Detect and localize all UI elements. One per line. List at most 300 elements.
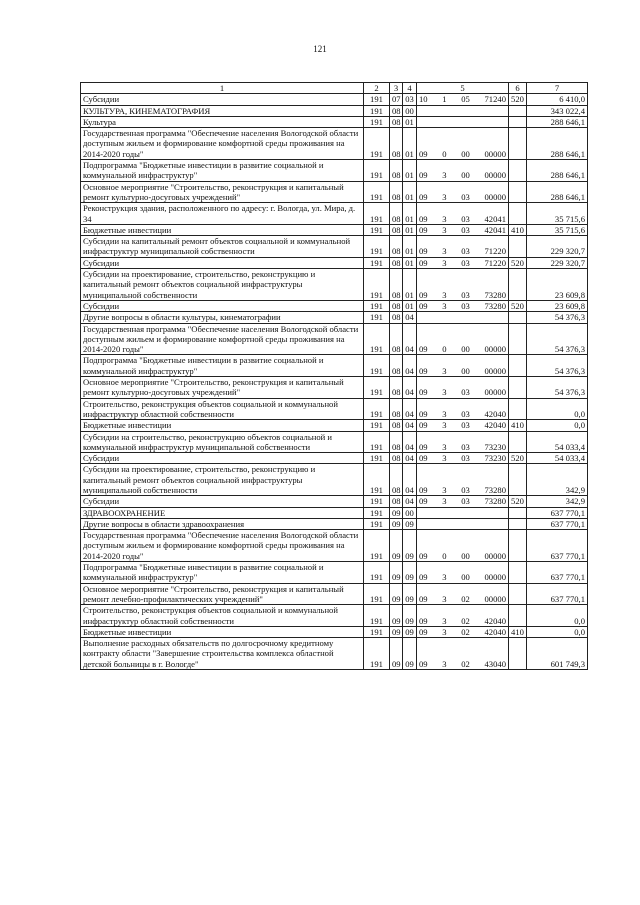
code-part-p2: 3: [442, 626, 447, 637]
header-cell: 6: [509, 83, 527, 94]
row-pr: 01: [403, 203, 417, 225]
row-name: Субсидии на проектирование, строительство, реконструкцию и капитальный ремонт объектов социальной инфраструктуры муниципальной собственности: [81, 269, 364, 301]
row-rz: 09: [390, 583, 403, 605]
code-part-p3: 00: [461, 148, 470, 159]
row-pr: 01: [403, 224, 417, 235]
row-grbs: 191: [364, 530, 390, 562]
code-part-p2: 3: [442, 246, 447, 257]
row-name: Государственная программа "Обеспечение населения Вологодской области доступным жильем и формирование комфортной среды проживания на 2014-2020 годы": [81, 128, 364, 160]
row-pr: 04: [403, 312, 417, 323]
code-part-p1: 09: [419, 441, 428, 452]
code-part-p4: 73280: [484, 496, 506, 507]
code-part-p1: 09: [419, 420, 428, 431]
row-program-code: [417, 300, 509, 311]
row-sum: 54 376,3: [527, 323, 588, 355]
table-row: [81, 355, 588, 377]
row-grbs: 191: [364, 583, 390, 605]
row-vr: [509, 269, 527, 301]
row-name: Бюджетные инвестиции: [81, 626, 364, 637]
row-program-code: [417, 236, 509, 258]
code-part-p2: 3: [442, 420, 447, 431]
row-vr: 520: [509, 453, 527, 464]
row-rz: 08: [390, 496, 403, 507]
row-rz: 08: [390, 431, 403, 453]
row-program-code: [417, 312, 509, 323]
row-rz: 08: [390, 128, 403, 160]
row-pr: 04: [403, 323, 417, 355]
row-name: Субсидии на строительство, реконструкцию объектов социальной и коммунальной инфраструктур муниципальной собственности: [81, 431, 364, 453]
row-sum: 601 749,3: [527, 638, 588, 670]
row-rz: 08: [390, 398, 403, 420]
row-rz: 08: [390, 355, 403, 377]
table-row: [81, 518, 588, 529]
row-grbs: 191: [364, 203, 390, 225]
row-pr: 04: [403, 398, 417, 420]
row-vr: [509, 518, 527, 529]
row-vr: [509, 605, 527, 627]
code-part-p1: 09: [419, 572, 428, 583]
table-row: [81, 312, 588, 323]
row-vr: [509, 507, 527, 518]
row-sum: 6 410,0: [527, 94, 588, 105]
code-part-p4: 71220: [484, 257, 506, 268]
code-part-p3: 03: [461, 420, 470, 431]
header-cell: 1: [81, 83, 364, 94]
code-part-p3: 00: [461, 572, 470, 583]
row-program-code: [417, 224, 509, 235]
row-pr: 01: [403, 257, 417, 268]
row-vr: [509, 128, 527, 160]
row-grbs: 191: [364, 300, 390, 311]
code-part-p3: 02: [461, 626, 470, 637]
row-name: Государственная программа "Обеспечение населения Вологодской области доступным жильем и формирование комфортной среды проживания на 2014-2020 годы": [81, 530, 364, 562]
code-part-p1: 09: [419, 191, 428, 202]
row-pr: 04: [403, 453, 417, 464]
row-grbs: 191: [364, 507, 390, 518]
table-row: [81, 377, 588, 399]
row-name: Субсидии на проектирование, строительство, реконструкцию и капитальный ремонт объектов социальной инфраструктуры муниципальной собственности: [81, 464, 364, 496]
table-row: [81, 530, 588, 562]
row-name: Субсидии: [81, 496, 364, 507]
row-name: Другие вопросы в области здравоохранения: [81, 518, 364, 529]
row-program-code: [417, 530, 509, 562]
row-grbs: 191: [364, 605, 390, 627]
row-program-code: [417, 420, 509, 431]
row-vr: 410: [509, 420, 527, 431]
row-sum: 54 033,4: [527, 431, 588, 453]
code-part-p3: 05: [461, 94, 470, 105]
row-rz: 09: [390, 562, 403, 584]
code-part-p2: 3: [442, 289, 447, 300]
row-grbs: 191: [364, 181, 390, 203]
table-row: [81, 626, 588, 637]
row-grbs: 191: [364, 464, 390, 496]
row-pr: 09: [403, 530, 417, 562]
row-program-code: [417, 377, 509, 399]
row-pr: 04: [403, 355, 417, 377]
row-sum: 0,0: [527, 605, 588, 627]
row-grbs: 191: [364, 269, 390, 301]
row-name: Подпрограмма "Бюджетные инвестиции в развитие социальной и коммунальной инфраструктур": [81, 160, 364, 182]
code-part-p1: 09: [419, 344, 428, 355]
row-sum: 288 646,1: [527, 181, 588, 203]
table-row: [81, 605, 588, 627]
table-row: [81, 638, 588, 670]
row-vr: [509, 236, 527, 258]
code-part-p3: 00: [461, 365, 470, 376]
row-program-code: [417, 431, 509, 453]
row-vr: 410: [509, 626, 527, 637]
row-sum: 637 770,1: [527, 507, 588, 518]
row-rz: 08: [390, 181, 403, 203]
code-part-p4: 00000: [484, 191, 506, 202]
row-pr: 04: [403, 431, 417, 453]
row-vr: 520: [509, 257, 527, 268]
row-sum: 35 715,6: [527, 203, 588, 225]
row-pr: 09: [403, 638, 417, 670]
code-part-p1: 09: [419, 626, 428, 637]
row-sum: 54 376,3: [527, 355, 588, 377]
row-grbs: 191: [364, 257, 390, 268]
code-part-p1: 09: [419, 496, 428, 507]
code-part-p4: 00000: [484, 344, 506, 355]
code-part-p1: 10: [419, 94, 428, 105]
row-sum: 0,0: [527, 626, 588, 637]
code-part-p3: 03: [461, 484, 470, 495]
code-part-p3: 03: [461, 496, 470, 507]
row-vr: [509, 377, 527, 399]
row-grbs: 191: [364, 431, 390, 453]
row-grbs: 191: [364, 312, 390, 323]
code-part-p3: 02: [461, 593, 470, 604]
row-grbs: 191: [364, 236, 390, 258]
table-body: [81, 83, 588, 670]
code-part-p2: 3: [442, 213, 447, 224]
row-name: Субсидии: [81, 300, 364, 311]
row-rz: 08: [390, 257, 403, 268]
budget-table: [80, 82, 588, 670]
row-rz: 09: [390, 518, 403, 529]
code-part-p2: 0: [442, 148, 447, 159]
row-grbs: 191: [364, 94, 390, 105]
row-name: Основное мероприятие "Строительство, реконструкция и капитальный ремонт лечебно-профилактических учреждений": [81, 583, 364, 605]
code-part-p3: 02: [461, 658, 470, 669]
row-program-code: [417, 105, 509, 116]
row-sum: 342,9: [527, 496, 588, 507]
row-vr: [509, 160, 527, 182]
row-program-code: [417, 269, 509, 301]
row-rz: 08: [390, 105, 403, 116]
table-row: [81, 464, 588, 496]
code-part-p4: 73280: [484, 484, 506, 495]
row-name: Субсидии на капитальный ремонт объектов социальной и коммунальной инфраструктур муниципальной собственности: [81, 236, 364, 258]
row-rz: 08: [390, 323, 403, 355]
row-grbs: 191: [364, 160, 390, 182]
row-rz: 09: [390, 530, 403, 562]
row-program-code: [417, 398, 509, 420]
row-grbs: 191: [364, 518, 390, 529]
row-pr: 01: [403, 236, 417, 258]
row-sum: 35 715,6: [527, 224, 588, 235]
row-rz: 09: [390, 626, 403, 637]
row-rz: 08: [390, 377, 403, 399]
row-program-code: [417, 160, 509, 182]
row-sum: 0,0: [527, 420, 588, 431]
table-row: [81, 224, 588, 235]
row-program-code: [417, 562, 509, 584]
table-row: [81, 453, 588, 464]
code-part-p3: 03: [461, 300, 470, 311]
row-program-code: [417, 128, 509, 160]
row-name: Подпрограмма "Бюджетные инвестиции в развитие социальной и коммунальной инфраструктур": [81, 562, 364, 584]
row-rz: 08: [390, 312, 403, 323]
row-sum: 54 376,3: [527, 312, 588, 323]
row-name: КУЛЬТУРА, КИНЕМАТОГРАФИЯ: [81, 105, 364, 116]
row-name: Культура: [81, 116, 364, 127]
table-row: [81, 257, 588, 268]
row-grbs: 191: [364, 638, 390, 670]
code-part-p4: 00000: [484, 365, 506, 376]
row-name: Основное мероприятие "Строительство, реконструкция и капитальный ремонт культурно-досуговых учреждений": [81, 377, 364, 399]
row-name: Субсидии: [81, 453, 364, 464]
row-grbs: 191: [364, 355, 390, 377]
row-sum: 229 320,7: [527, 236, 588, 258]
code-part-p2: 3: [442, 496, 447, 507]
row-name: Выполнение расходных обязательств по долгосрочному кредитному контракту области "Завершение строительства комплекса областной детской больницы в г. Вологде": [81, 638, 364, 670]
row-rz: 08: [390, 269, 403, 301]
row-program-code: [417, 257, 509, 268]
row-name: Бюджетные инвестиции: [81, 224, 364, 235]
table-row: [81, 507, 588, 518]
table-row: [81, 300, 588, 311]
code-part-p4: 42040: [484, 420, 506, 431]
row-rz: 08: [390, 236, 403, 258]
row-pr: 00: [403, 105, 417, 116]
row-pr: 01: [403, 269, 417, 301]
row-grbs: 191: [364, 224, 390, 235]
table-row: [81, 323, 588, 355]
code-part-p1: 09: [419, 246, 428, 257]
table-row: [81, 431, 588, 453]
row-rz: 08: [390, 116, 403, 127]
code-part-p4: 00000: [484, 148, 506, 159]
table-row: [81, 398, 588, 420]
row-vr: [509, 398, 527, 420]
row-pr: 09: [403, 518, 417, 529]
row-pr: 04: [403, 377, 417, 399]
code-part-p4: 00000: [484, 550, 506, 561]
row-program-code: [417, 583, 509, 605]
table-row: [81, 420, 588, 431]
code-part-p2: 0: [442, 344, 447, 355]
row-rz: 08: [390, 300, 403, 311]
row-pr: 03: [403, 94, 417, 105]
table-row: [81, 116, 588, 127]
row-sum: 288 646,1: [527, 116, 588, 127]
row-vr: [509, 638, 527, 670]
header-cell: 4: [403, 83, 417, 94]
table-row: [81, 160, 588, 182]
code-part-p2: 3: [442, 441, 447, 452]
row-vr: [509, 431, 527, 453]
row-vr: [509, 312, 527, 323]
code-part-p1: 09: [419, 365, 428, 376]
row-vr: [509, 530, 527, 562]
row-name: Строительство, реконструкция объектов социальной и коммунальной инфраструктур областной собственности: [81, 398, 364, 420]
row-rz: 09: [390, 638, 403, 670]
code-part-p3: 00: [461, 170, 470, 181]
row-grbs: 191: [364, 420, 390, 431]
code-part-p3: 03: [461, 408, 470, 419]
code-part-p3: 03: [461, 289, 470, 300]
row-sum: 637 770,1: [527, 562, 588, 584]
row-vr: 520: [509, 496, 527, 507]
code-part-p3: 03: [461, 453, 470, 464]
row-program-code: [417, 605, 509, 627]
row-sum: 637 770,1: [527, 530, 588, 562]
code-part-p3: 03: [461, 213, 470, 224]
row-grbs: 191: [364, 398, 390, 420]
code-part-p1: 09: [419, 289, 428, 300]
row-program-code: [417, 464, 509, 496]
code-part-p4: 00000: [484, 572, 506, 583]
code-part-p3: 03: [461, 246, 470, 257]
code-part-p1: 09: [419, 387, 428, 398]
row-pr: 09: [403, 562, 417, 584]
row-pr: 01: [403, 300, 417, 311]
row-pr: 01: [403, 160, 417, 182]
row-program-code: [417, 203, 509, 225]
code-part-p4: 42041: [484, 213, 506, 224]
code-part-p1: 09: [419, 408, 428, 419]
row-pr: 04: [403, 420, 417, 431]
code-part-p2: 0: [442, 550, 447, 561]
code-part-p1: 09: [419, 593, 428, 604]
header-cell: 2: [364, 83, 390, 94]
code-part-p2: 3: [442, 572, 447, 583]
row-rz: 08: [390, 203, 403, 225]
code-part-p4: 00000: [484, 170, 506, 181]
code-part-p3: 03: [461, 257, 470, 268]
table-row: [81, 128, 588, 160]
code-part-p2: 3: [442, 257, 447, 268]
row-program-code: [417, 518, 509, 529]
code-part-p1: 09: [419, 257, 428, 268]
code-part-p3: 03: [461, 191, 470, 202]
row-vr: 520: [509, 300, 527, 311]
row-rz: 08: [390, 160, 403, 182]
row-vr: [509, 323, 527, 355]
row-rz: 08: [390, 420, 403, 431]
row-name: Подпрограмма "Бюджетные инвестиции в развитие социальной и коммунальной инфраструктур": [81, 355, 364, 377]
row-rz: 08: [390, 464, 403, 496]
header-cell: 7: [527, 83, 588, 94]
code-part-p4: 42040: [484, 615, 506, 626]
row-program-code: [417, 323, 509, 355]
row-pr: 09: [403, 583, 417, 605]
row-sum: 637 770,1: [527, 583, 588, 605]
code-part-p2: 3: [442, 484, 447, 495]
row-pr: 09: [403, 626, 417, 637]
table-row: [81, 236, 588, 258]
row-grbs: 191: [364, 562, 390, 584]
code-part-p1: 09: [419, 550, 428, 561]
header-cell: 3: [390, 83, 403, 94]
row-sum: 343 022,4: [527, 105, 588, 116]
row-vr: 410: [509, 224, 527, 235]
row-vr: [509, 203, 527, 225]
row-grbs: 191: [364, 105, 390, 116]
code-part-p3: 03: [461, 387, 470, 398]
row-vr: 520: [509, 94, 527, 105]
page-number: 121: [313, 44, 327, 54]
code-part-p4: 71240: [484, 94, 506, 105]
row-grbs: 191: [364, 323, 390, 355]
row-name: Государственная программа "Обеспечение населения Вологодской области доступным жильем и формирование комфортной среды проживания на 2014-2020 годы": [81, 323, 364, 355]
code-part-p1: 09: [419, 453, 428, 464]
code-part-p2: 3: [442, 408, 447, 419]
code-part-p3: 03: [461, 441, 470, 452]
code-part-p4: 00000: [484, 387, 506, 398]
row-name: ЗДРАВООХРАНЕНИЕ: [81, 507, 364, 518]
code-part-p2: 3: [442, 387, 447, 398]
row-sum: 288 646,1: [527, 128, 588, 160]
code-part-p4: 43040: [484, 658, 506, 669]
code-part-p2: 1: [442, 94, 447, 105]
table-row: [81, 181, 588, 203]
row-sum: 54 376,3: [527, 377, 588, 399]
code-part-p4: 42040: [484, 626, 506, 637]
table-row: [81, 105, 588, 116]
row-rz: 07: [390, 94, 403, 105]
row-vr: [509, 116, 527, 127]
code-part-p4: 73280: [484, 300, 506, 311]
row-vr: [509, 464, 527, 496]
table-row: [81, 203, 588, 225]
code-part-p3: 00: [461, 344, 470, 355]
row-grbs: 191: [364, 496, 390, 507]
row-program-code: [417, 626, 509, 637]
row-sum: 0,0: [527, 398, 588, 420]
table-row: [81, 496, 588, 507]
row-pr: 04: [403, 496, 417, 507]
row-vr: [509, 181, 527, 203]
row-vr: [509, 562, 527, 584]
code-part-p3: 00: [461, 550, 470, 561]
row-name: Субсидии: [81, 94, 364, 105]
code-part-p2: 3: [442, 300, 447, 311]
row-grbs: 191: [364, 453, 390, 464]
code-part-p1: 09: [419, 213, 428, 224]
code-part-p2: 3: [442, 658, 447, 669]
row-sum: 23 609,8: [527, 269, 588, 301]
row-name: Реконструкция здания, расположенного по адресу: г. Вологда, ул. Мира, д. 34: [81, 203, 364, 225]
row-program-code: [417, 355, 509, 377]
code-part-p4: 42040: [484, 408, 506, 419]
row-pr: 00: [403, 507, 417, 518]
code-part-p2: 3: [442, 615, 447, 626]
row-program-code: [417, 181, 509, 203]
code-part-p3: 03: [461, 224, 470, 235]
row-grbs: 191: [364, 377, 390, 399]
table-row: [81, 94, 588, 105]
row-pr: 09: [403, 605, 417, 627]
row-rz: 09: [390, 507, 403, 518]
row-name: Строительство, реконструкция объектов социальной и коммунальной инфраструктур областной собственности: [81, 605, 364, 627]
code-part-p2: 3: [442, 453, 447, 464]
code-part-p4: 00000: [484, 593, 506, 604]
row-rz: 09: [390, 605, 403, 627]
